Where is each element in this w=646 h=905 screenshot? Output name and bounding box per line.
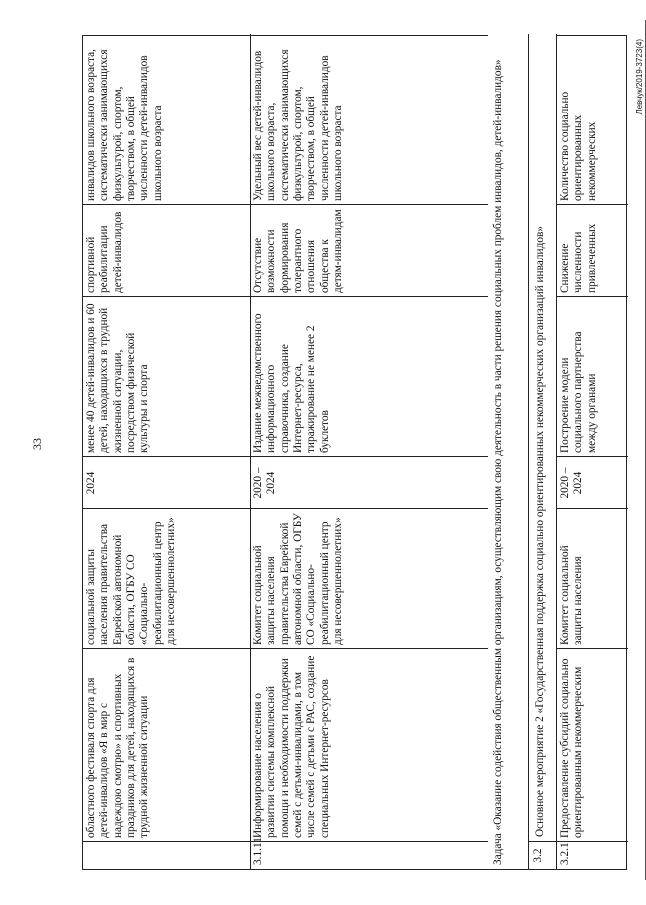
page-number: 33 — [30, 438, 44, 450]
row-3-1-11-result: Издание межведомственного информационного справочника, создание Интернет-ресурса, тиражирование не менее 2 буклетов — [252, 313, 331, 453]
task-text: Задача «Оказание содействия общественным организациям, осуществляющим свою деятельность в части решения социальных проблем инвалидов, детей-инвалидов» — [492, 59, 504, 865]
program-table — [82, 35, 627, 870]
row-3-2-1-term: 2020 – 2024 — [559, 467, 585, 499]
row-3-1-11-number: 3.1.11 — [252, 837, 264, 865]
row-first-event: областного фестиваля спорта для детей-инвалидов «Я в мир с надеждою смотрю» и спортивных праздников для детей, находящихся в трудной жизненной ситуации — [85, 657, 151, 838]
row-3-2-1-result: Построение модели социального партнерства между органами — [559, 331, 598, 453]
row-first-executor: социальной защиты населения правительства Еврейской автономной области, ОГБУ СО «Социально-реабилитационный центр для несовершеннолетних» — [85, 517, 177, 645]
row-3-1-11-executor: Комитет социальной защиты населения правительства Еврейской автономной области, ОГБУ СО «Социально-реабилитационный центр для несовершеннолетних» — [252, 513, 344, 645]
row-3-2-1-number: 3.2.1 — [559, 842, 571, 865]
document-code: Левчук/2019-3723(4) — [635, 39, 644, 115]
row-rule — [528, 34, 529, 869]
row-3-2-number: 3.2 — [532, 848, 544, 863]
row-first-result: менее 40 детей-инвалидов и 60 детей, находящихся в трудной жизненной ситуации, посредством физической культуры и спорта — [85, 303, 151, 453]
row-3-1-11-term: 2020 – 2024 — [252, 467, 278, 499]
row-3-1-11-event: Информирование населения о развитии системы комплексной помощи и необходимости поддержки семей с детьми-инвалидами, в том числе семей с детьми с РАС, создание специальных Интернет-ресурсов — [252, 655, 331, 838]
row-3-2-1-executor: Комитет социальной защиты населения — [559, 545, 585, 645]
row-3-2-1-indicator: Количество социально ориентированных некоммерческих — [559, 91, 598, 201]
row-first-term: 2024 — [85, 471, 97, 495]
row-first-indicator: инвалидов школьного возраста, систематически занимающихся физкультурой, спортом, творчеством, в общей численности детей-инвалидов школьного возраста — [85, 48, 164, 201]
row-3-1-11-indicator: Удельный вес детей-инвалидов школьного возраста, систематически занимающихся физкультурой, спортом, творчеством, в общей численности детей-инвалидов школьного возраста — [252, 49, 344, 201]
row-3-2-text: Основное мероприятие 2 «Государственная поддержка социально ориентированных некоммерческих организаций инвалидов» — [534, 226, 546, 837]
row-first-consequence: спортивной реабилитации детей-инвалидов — [85, 211, 124, 293]
row-3-2-1-consequence: Снижение численности привлеченных — [559, 223, 598, 293]
rotated-table-sheet — [82, 35, 644, 870]
row-3-2-1-event: Предоставление субсидий социально ориентированным некоммерческим — [559, 658, 585, 838]
row-3-1-11-consequence: Отсутствие возможности формирования толерантного отношения общества к детям-инвалидам — [252, 209, 344, 293]
